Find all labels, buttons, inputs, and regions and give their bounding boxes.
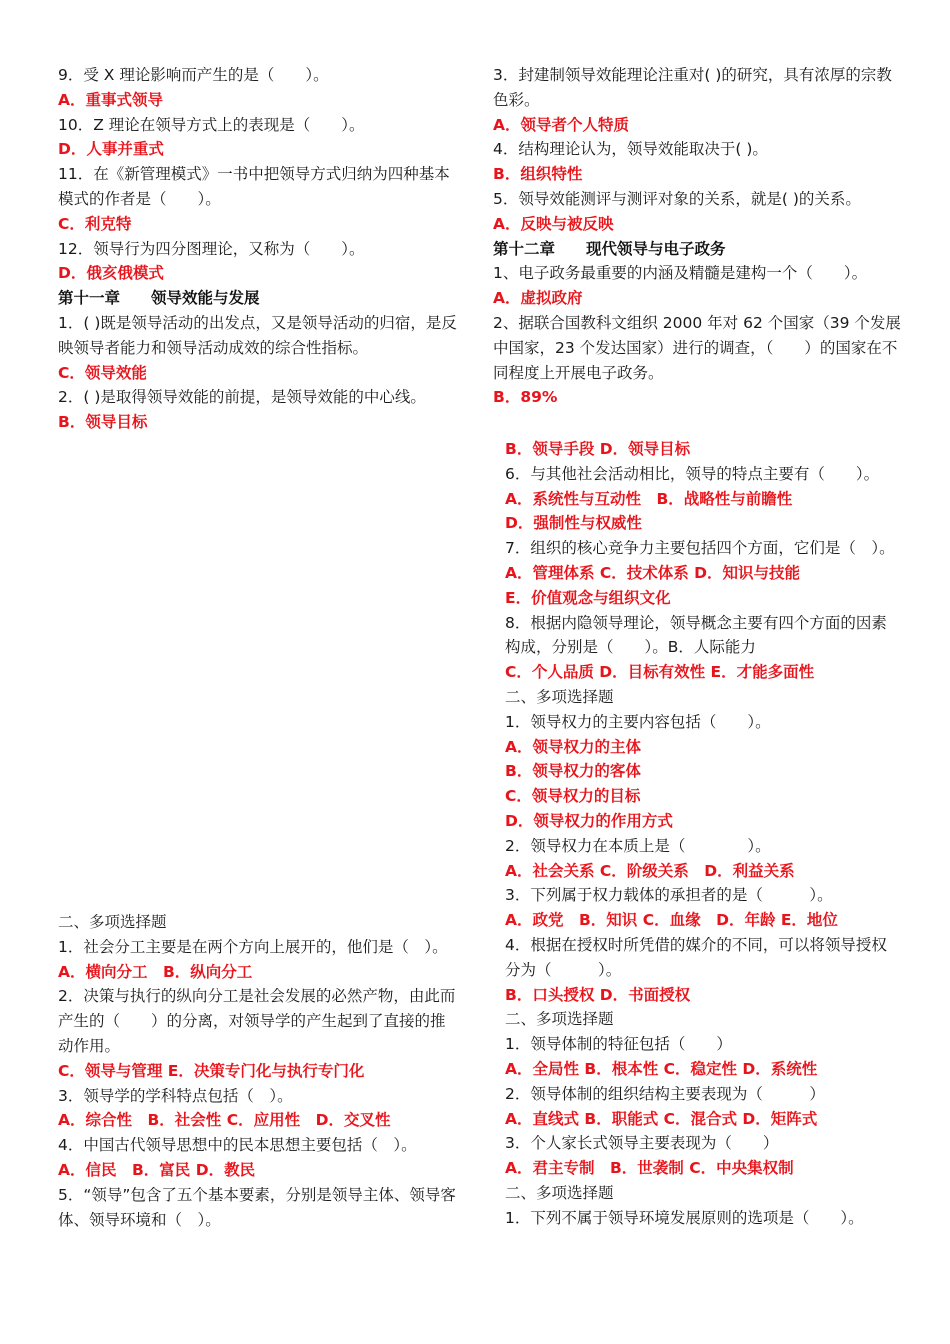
- question-text: 12．领导行为四分图理论，又称为（ ）。: [58, 239, 365, 258]
- question-text: 2．领导体制的组织结构主要表现为（ ）: [505, 1084, 825, 1103]
- answer-text: B．领导手段 D．领导目标: [505, 440, 691, 458]
- question-text: 9．受 X 理论影响而产生的是（ ）。: [58, 66, 329, 84]
- answer-text: E．价值观念与组织文化: [505, 588, 671, 607]
- question-text: 10．Z 理论在领导方式上的表现是（ ）。: [58, 115, 365, 134]
- answer-text: C．利克特: [58, 214, 132, 233]
- bottom-right-column: [505, 437, 900, 1231]
- question-text: 1．( )既是领导活动的出发点，又是领导活动的归宿，是反映领导者能力和领导活动成效的综合性指标。: [58, 313, 457, 357]
- answer-text: C．领导与管理 E．决策专门化与执行专门化: [58, 1061, 365, 1080]
- answer-text: C．领导效能: [58, 363, 147, 382]
- question-text: 4．结构理论认为，领导效能取决于( )。: [493, 140, 768, 159]
- answer-text: A．反映与被反映: [493, 214, 614, 233]
- question-text: 6．与其他社会活动相比，领导的特点主要有（ ）。: [505, 464, 880, 483]
- question-text: 3．封建制领导效能理论注重对( )的研究，具有浓厚的宗教色彩。: [493, 66, 892, 109]
- question-text: 2、据联合国教科文组织 2000 年对 62 个国家（39 个发展中国家，23 个发达国家）进行的调查，（ ）的国家在不同程度上开展电子政务。: [493, 313, 901, 382]
- answer-text: A．领导者个人特质: [493, 115, 629, 134]
- answer-text: B．领导权力的客体: [505, 762, 641, 781]
- top-right-column: [493, 63, 903, 410]
- answer-text: A．综合性 B．社会性 C．应用性 D．交叉性: [58, 1111, 391, 1130]
- answer-text: D．领导权力的作用方式: [505, 811, 673, 830]
- bottom-left-column: [58, 910, 458, 1232]
- question-text: 5．“领导”包含了五个基本要素，分别是领导主体、领导客体、领导环境和（ ）。: [58, 1185, 456, 1229]
- answer-text: B．89%: [493, 388, 558, 407]
- question-text: 4．中国古代领导思想中的民本思想主要包括（ ）。: [58, 1136, 417, 1155]
- answer-text: D．强制性与权威性: [505, 514, 642, 533]
- answer-text: D．人事并重式: [58, 140, 164, 159]
- answer-text: C．个人品质 D．目标有效性 E．才能多面性: [505, 663, 815, 682]
- question-text: 3．下列属于权力载体的承担者的是（ ）。: [505, 886, 833, 905]
- answer-text: D．俄亥俄模式: [58, 264, 164, 283]
- answer-text: A．系统性与互动性 B．战略性与前瞻性: [505, 489, 793, 508]
- answer-text: A．管理体系 C．技术体系 D．知识与技能: [505, 563, 801, 582]
- question-text: 1．领导体制的特征包括（ ）: [505, 1035, 732, 1054]
- question-text: 7．组织的核心竞争力主要包括四个方面，它们是（ ）。: [505, 539, 895, 558]
- question-text: 5．领导效能测评与测评对象的关系，就是( )的关系。: [493, 189, 861, 208]
- question-text: 1．下列不属于领导环境发展原则的选项是（ ）。: [505, 1208, 864, 1227]
- section-heading: 二、多项选择题: [505, 687, 614, 706]
- answer-text: B．口头授权 D．书面授权: [505, 985, 691, 1004]
- answer-text: A．直线式 B．职能式 C．混合式 D．矩阵式: [505, 1109, 818, 1128]
- answer-text: A．重事式领导: [58, 90, 163, 109]
- answer-text: A．君主专制 B．世袭制 C．中央集权制: [505, 1159, 794, 1178]
- question-text: 8．根据内隐领导理论，领导概念主要有四个方面的因素构成，分别是（ ）。B．人际能力: [505, 613, 887, 657]
- question-text: 1．领导权力的主要内容包括（ ）。: [505, 712, 771, 731]
- question-text: 2．决策与执行的纵向分工是社会发展的必然产物，由此而产生的（ ）的分离，对领导学的产生起到了直接的推动作用。: [58, 987, 456, 1055]
- question-text: 3．个人家长式领导主要表现为（ ）: [505, 1134, 779, 1153]
- answer-text: A．政党 B．知识 C．血缘 D．年龄 E．地位: [505, 911, 838, 930]
- section-heading: 二、多项选择题: [505, 1183, 614, 1202]
- question-text: 11．在《新管理模式》一书中把领导方式归纳为四种基本模式的作者是（ ）。: [58, 165, 450, 208]
- answer-text: C．领导权力的目标: [505, 787, 641, 806]
- chapter-heading: 第十二章 现代领导与电子政务: [493, 239, 726, 258]
- answer-text: A．横向分工 B．纵向分工: [58, 962, 253, 981]
- answer-text: B．领导目标: [58, 413, 148, 432]
- question-text: 1．社会分工主要是在两个方向上展开的，他们是（ ）。: [58, 937, 448, 956]
- answer-text: A．信民 B．富民 D．教民: [58, 1160, 256, 1179]
- question-text: 4．根据在授权时所凭借的媒介的不同，可以将领导授权分为（ ）。: [505, 935, 887, 979]
- answer-text: A．社会关系 C．阶级关系 D．利益关系: [505, 861, 795, 880]
- question-text: 2．领导权力在本质上是（ ）。: [505, 836, 771, 855]
- answer-text: A．虚拟政府: [493, 289, 583, 308]
- section-heading: 二、多项选择题: [58, 913, 167, 931]
- answer-text: A．领导权力的主体: [505, 737, 641, 756]
- question-text: 3．领导学的学科特点包括（ ）。: [58, 1086, 293, 1105]
- answer-text: B．组织特性: [493, 165, 583, 184]
- chapter-heading: 第十一章 领导效能与发展: [58, 289, 260, 308]
- section-heading: 二、多项选择题: [505, 1010, 614, 1029]
- question-text: 1、电子政务最重要的内涵及精髓是建构一个（ ）。: [493, 264, 868, 283]
- answer-text: A．全局性 B．根本性 C．稳定性 D．系统性: [505, 1059, 818, 1078]
- question-text: 2．( )是取得领导效能的前提，是领导效能的中心线。: [58, 388, 426, 407]
- top-left-column: [58, 63, 458, 435]
